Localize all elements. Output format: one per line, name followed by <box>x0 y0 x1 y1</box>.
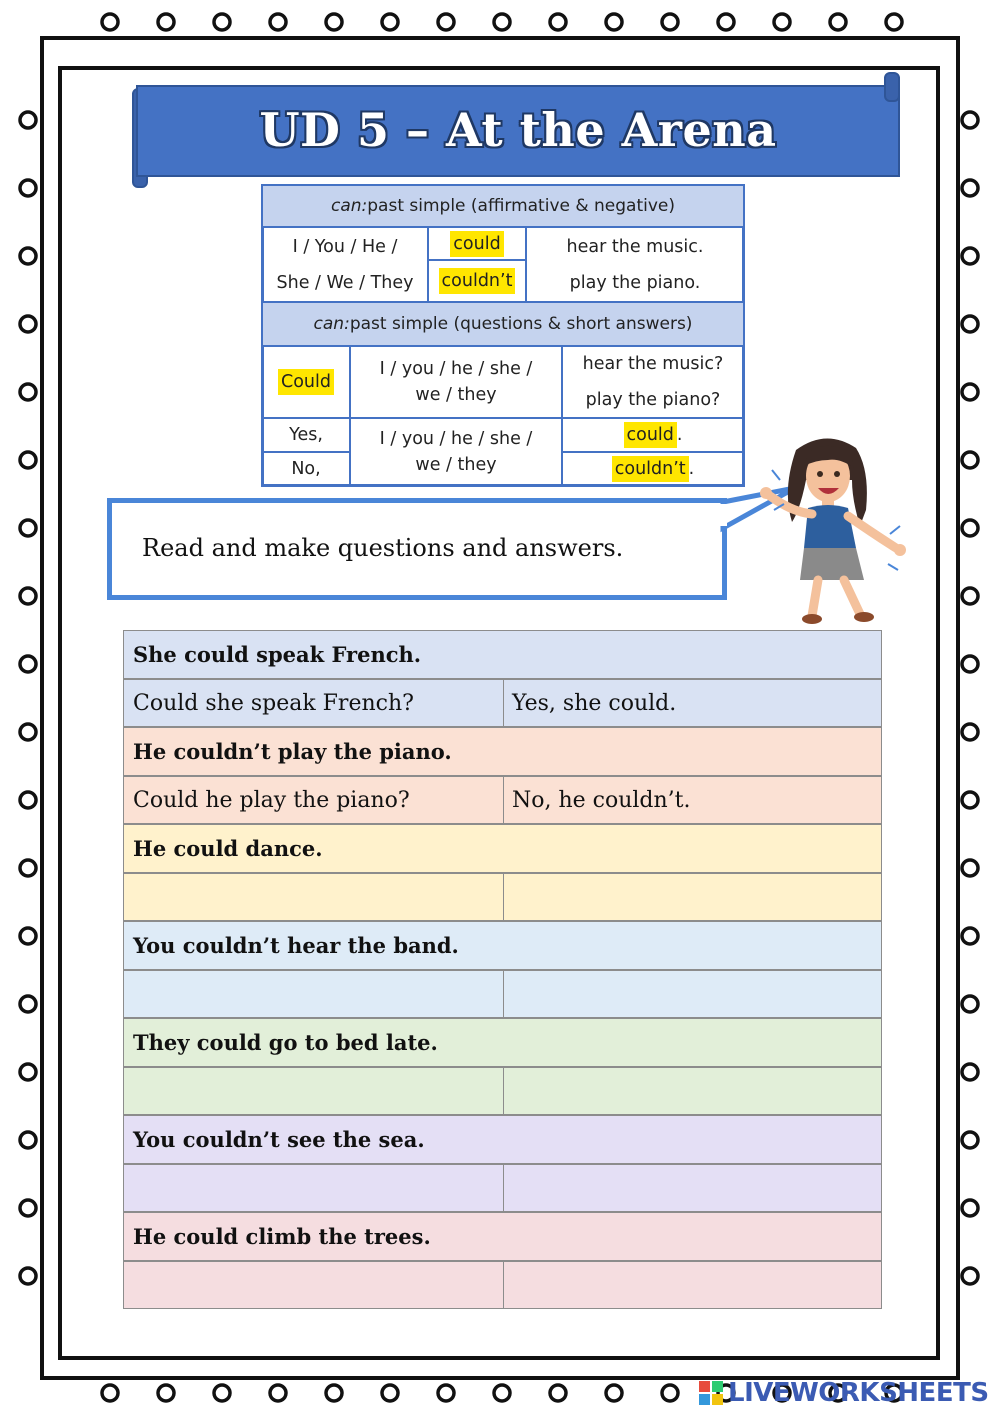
exercise-sentence: He could climb the trees. <box>133 1224 431 1249</box>
page-title: UD 5 – At the Arena <box>259 103 777 157</box>
question-field[interactable] <box>124 1262 504 1309</box>
answer-field[interactable]: Yes, she could. <box>512 690 677 716</box>
exercise-sentence: He couldn’t play the piano. <box>133 739 452 764</box>
grammar-q-subjects <box>350 346 562 418</box>
exercise-answer-row <box>123 1067 882 1116</box>
question-field[interactable] <box>124 1068 504 1115</box>
exercise-sentence: You couldn’t see the sea. <box>133 1127 425 1152</box>
grammar-subjects-line2: She / We / They <box>276 272 414 293</box>
grammar-couldnt-cell <box>428 260 526 302</box>
grammar-a-could-period: . <box>676 425 683 445</box>
grammar-q-verbs <box>562 346 744 418</box>
teacher-avatar-icon <box>756 430 911 626</box>
exercise-sentence: They could go to bed late. <box>133 1030 438 1055</box>
liveworksheets-logo-icon <box>698 1380 724 1406</box>
grammar-verbs <box>526 227 744 302</box>
grammar-a-couldnt: couldn’t <box>612 456 689 482</box>
watermark: LIVEWORKSHEETS <box>728 1378 989 1408</box>
grammar-a-subj-line1: I / you / he / she / <box>379 429 533 449</box>
exercise-sentence-row <box>123 727 882 776</box>
exercise-answer-row <box>123 1261 882 1310</box>
exercise-sentence-row <box>123 1212 882 1261</box>
grammar-could-cell <box>428 227 526 260</box>
grammar-a-could-cell <box>562 418 744 452</box>
exercise-sentence: She could speak French. <box>133 642 422 667</box>
grammar-a-could: could <box>624 422 677 448</box>
exercise-sentence-row <box>123 630 882 679</box>
answer-field[interactable] <box>504 1068 883 1115</box>
grammar-header-affirmative-em: can: <box>330 196 368 216</box>
exercise-sentence: He could dance. <box>133 836 323 861</box>
grammar-a-subjects <box>350 418 562 486</box>
grammar-q-subj-line1: I / you / he / she / <box>379 359 533 379</box>
question-field[interactable]: Could he play the piano? <box>124 777 504 824</box>
grammar-q-verb1: hear the music? <box>582 354 724 374</box>
exercise-answer-row <box>123 776 882 825</box>
exercise-answer-row <box>123 970 882 1019</box>
grammar-yes: Yes, <box>262 418 350 452</box>
instruction-text: Read and make questions and answers. <box>142 534 624 562</box>
answer-field[interactable] <box>504 874 883 921</box>
exercise-answer-row <box>123 679 882 728</box>
grammar-header-affirmative-text: past simple (affirmative & negative) <box>367 196 676 216</box>
grammar-q-could: Could <box>278 369 334 395</box>
grammar-could: could <box>450 231 503 257</box>
exercise-sentence-row <box>123 824 882 873</box>
exercise-sentence: You couldn’t hear the band. <box>133 933 459 958</box>
exercise-sentence-row <box>123 921 882 970</box>
question-field[interactable] <box>124 1165 504 1212</box>
grammar-verb1: hear the music. <box>566 236 704 257</box>
grammar-subjects <box>262 227 428 302</box>
grammar-q-subj-line2: we / they <box>415 385 497 405</box>
exercise-answer-row <box>123 873 882 922</box>
exercise-answer-row <box>123 1164 882 1213</box>
exercise-sentence-row <box>123 1018 882 1067</box>
answer-field[interactable] <box>504 1165 883 1212</box>
grammar-subjects-line1: I / You / He / <box>292 236 398 257</box>
question-field[interactable] <box>124 874 504 921</box>
grammar-header-questions-text: past simple (questions & short answers) <box>349 314 693 334</box>
question-field[interactable]: Could she speak French? <box>124 680 504 727</box>
grammar-a-couldnt-period: . <box>688 459 695 479</box>
grammar-q-verb2: play the piano? <box>585 390 721 410</box>
answer-field[interactable] <box>504 1262 883 1309</box>
grammar-couldnt: couldn’t <box>439 268 516 294</box>
grammar-header-questions <box>262 302 744 346</box>
answer-field[interactable]: No, he couldn’t. <box>512 787 691 813</box>
grammar-a-subj-line2: we / they <box>415 455 497 475</box>
exercise-sentence-row <box>123 1115 882 1164</box>
grammar-header-affirmative <box>262 185 744 227</box>
grammar-q-could-cell <box>262 346 350 418</box>
question-field[interactable] <box>124 971 504 1018</box>
answer-field[interactable] <box>504 971 883 1018</box>
grammar-verb2: play the piano. <box>569 272 701 293</box>
grammar-no: No, <box>262 452 350 486</box>
grammar-header-questions-em: can: <box>313 314 350 334</box>
